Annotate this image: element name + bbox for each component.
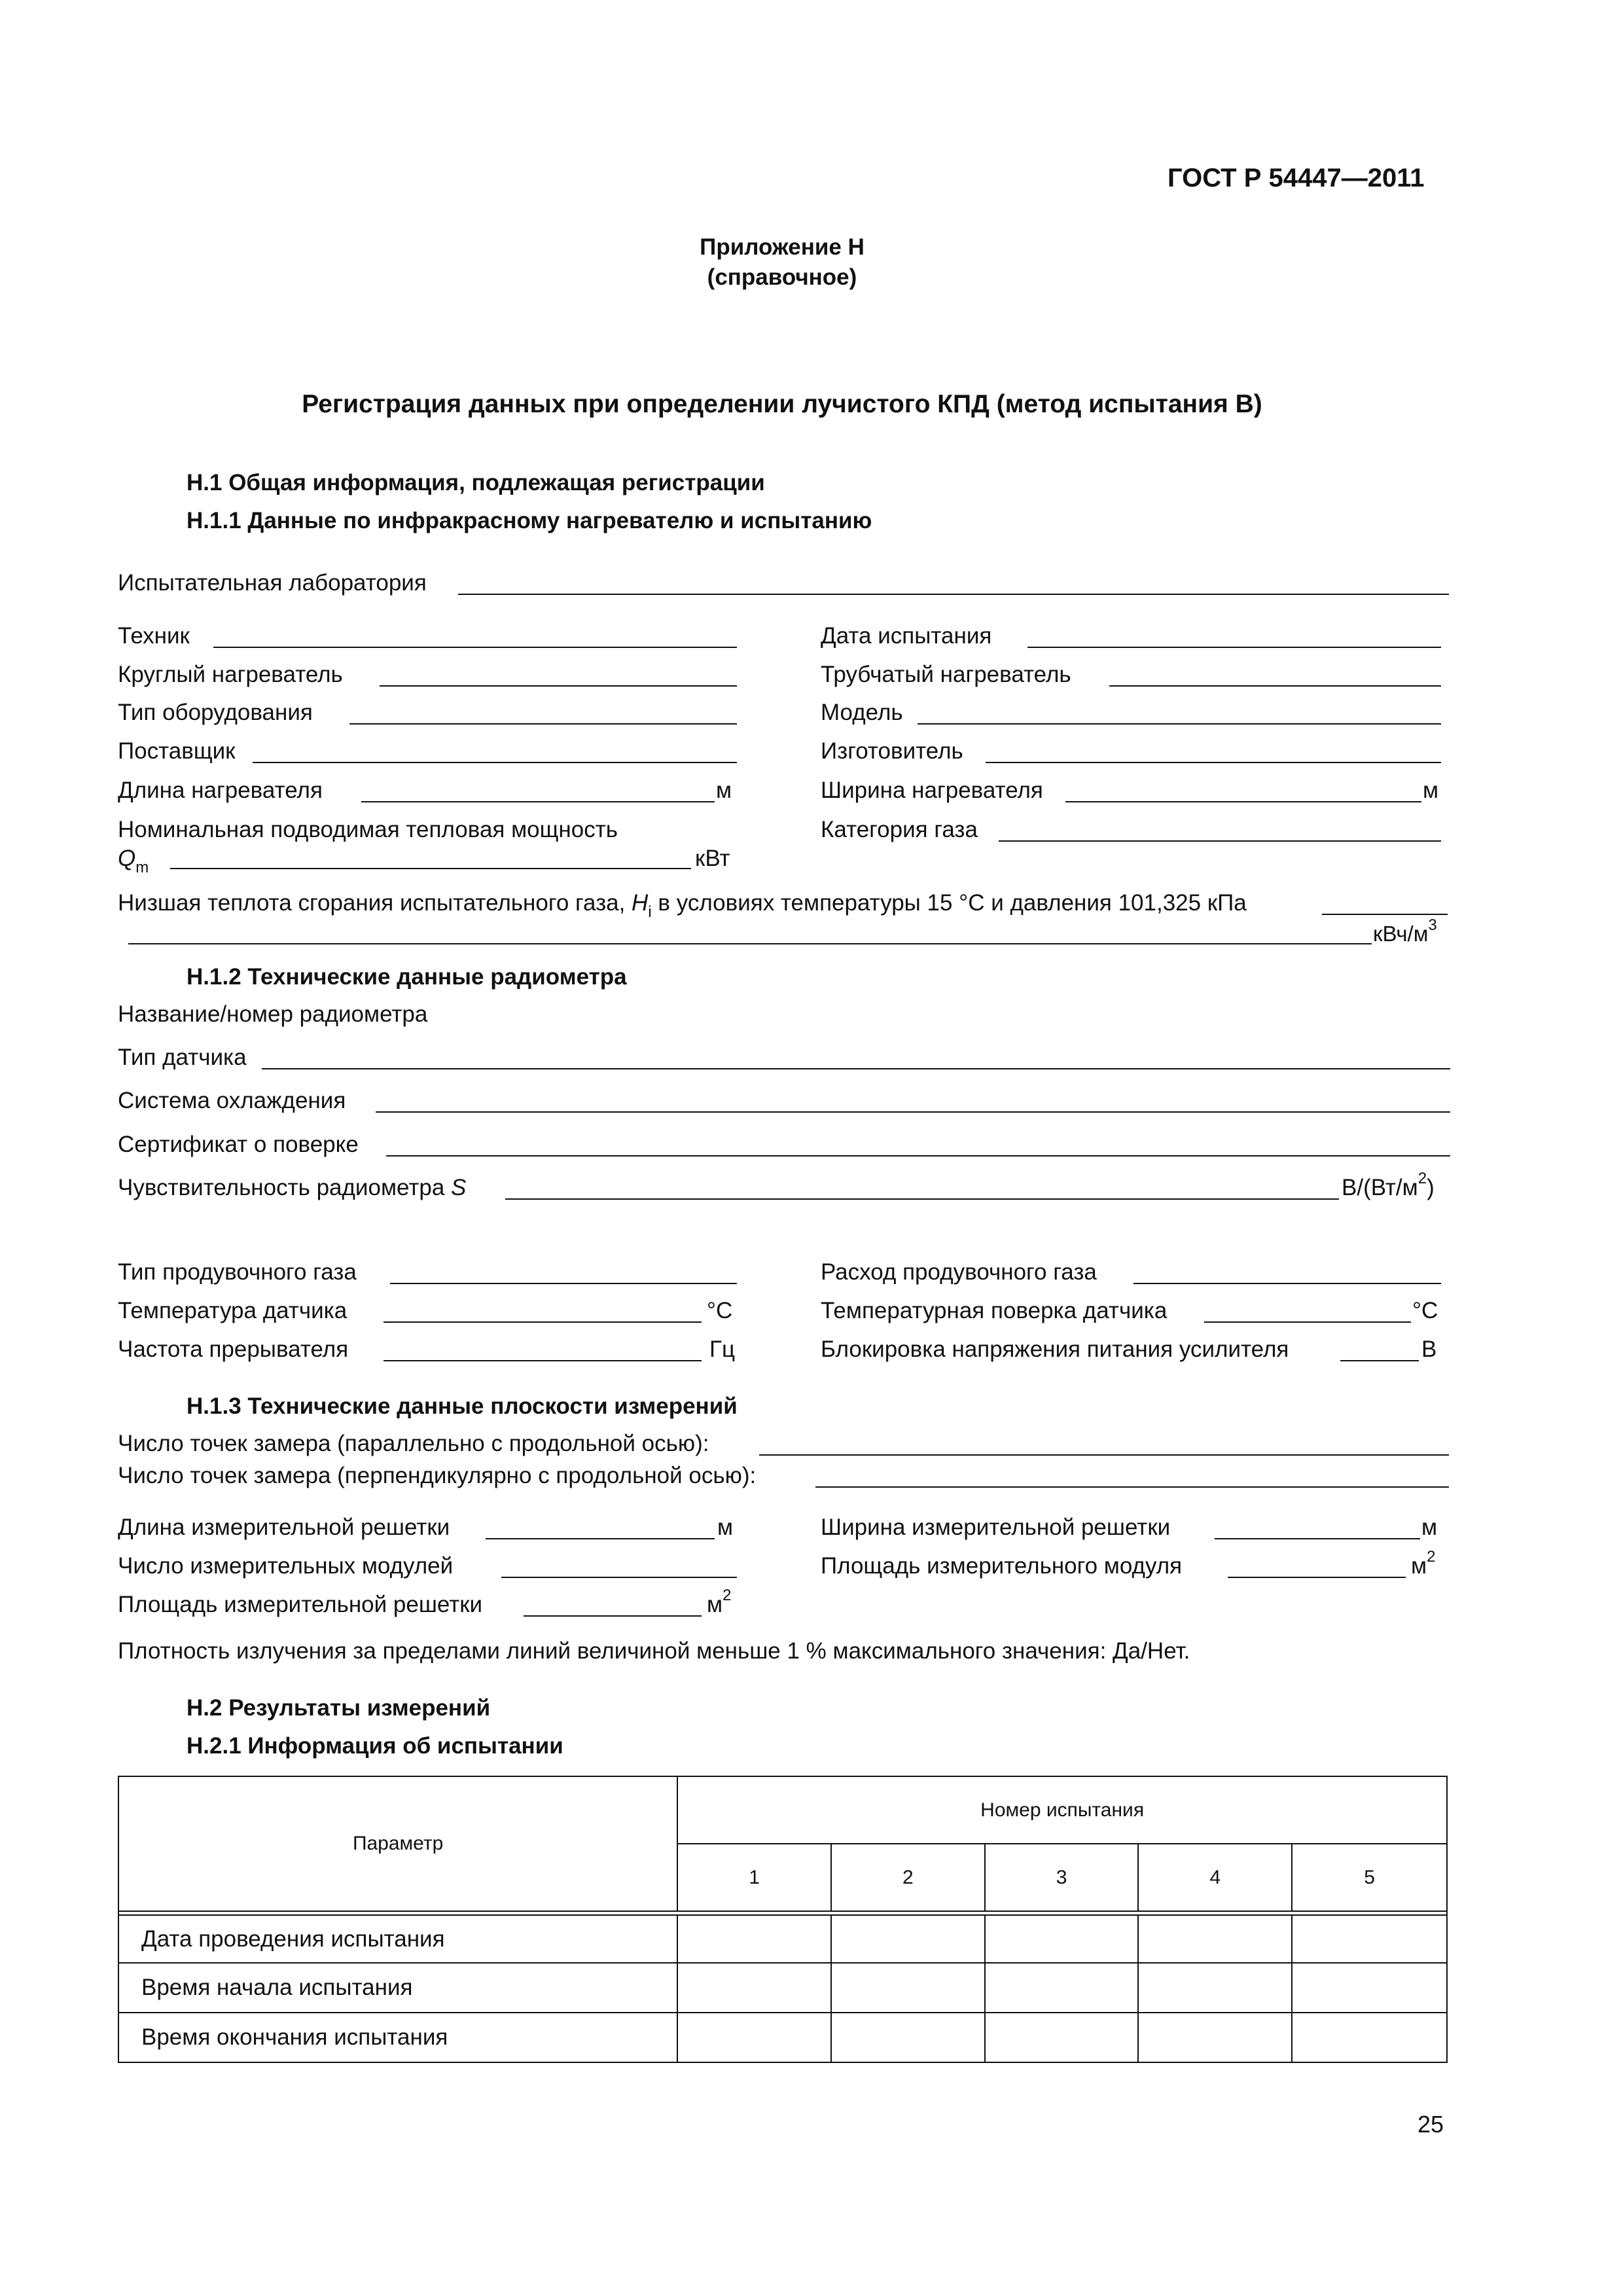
density-note: Плотность излучения за пределами линий величиной меньше 1 % максимального значения: Да/Нет. (118, 1638, 1190, 1664)
doc-code: ГОСТ Р 54447—2011 (1168, 164, 1425, 192)
header-test-2: 2 (831, 1844, 985, 1911)
field-nominal-power[interactable] (170, 868, 691, 869)
label-amp-lock: Блокировка напряжения питания усилителя (821, 1336, 1289, 1362)
field-gas-category[interactable] (999, 840, 1441, 842)
header-test-5: 5 (1292, 1844, 1447, 1911)
unit-kw: кВт (695, 846, 730, 871)
label-cooling: Система охлаждения (118, 1088, 346, 1113)
field-certificate[interactable] (386, 1155, 1450, 1157)
field-model[interactable] (918, 723, 1441, 725)
row-label: Дата проведения испытания (118, 1915, 677, 1963)
field-supplier[interactable] (253, 762, 737, 763)
annex-subtitle: (справочное) (707, 264, 857, 290)
field-module-count[interactable] (501, 1577, 737, 1578)
label-technician: Техник (118, 623, 190, 649)
field-heater-width[interactable] (1065, 801, 1421, 802)
field-sensitivity[interactable] (505, 1198, 1339, 1200)
field-grid-width[interactable] (1215, 1538, 1420, 1539)
label-round-heater: Круглый нагреватель (118, 662, 343, 687)
label-grid-width: Ширина измерительной решетки (821, 1515, 1171, 1540)
table-cell[interactable] (1292, 2013, 1447, 2062)
qm-symbol: $Q_m$ (118, 846, 149, 876)
label-sensitivity: Чувствительность радиометра S (118, 1175, 467, 1200)
unit-grid-length: м (717, 1515, 734, 1540)
field-purge-gas-type[interactable] (390, 1283, 737, 1284)
unit-grid-area: $м^2$ (707, 1587, 732, 1617)
field-test-date[interactable] (1027, 647, 1441, 648)
section-h1: Н.1 Общая информация, подлежащая регистрации (187, 470, 765, 495)
unit-heater-length: м (716, 778, 732, 803)
unit-module-area: $м^2$ (1411, 1548, 1436, 1579)
table-cell[interactable] (1292, 1915, 1447, 1963)
row-label: Время начала испытания (118, 1963, 677, 2013)
label-heater-length: Длина нагревателя (118, 778, 323, 803)
test-info-table (118, 1776, 1448, 2063)
label-module-area: Площадь измерительного модуля (821, 1553, 1183, 1579)
unit-volt: В (1421, 1336, 1437, 1362)
label-nominal-power: Номинальная подводимая тепловая мощность (118, 817, 618, 842)
field-cooling[interactable] (376, 1111, 1450, 1113)
page-number: 25 (1418, 2111, 1444, 2138)
section-h2: Н.2 Результаты измерений (187, 1695, 491, 1721)
table-cell[interactable] (677, 1915, 831, 1963)
field-purge-gas-flow[interactable] (1133, 1283, 1441, 1284)
section-h21: Н.2.1 Информация об испытании (187, 1733, 563, 1759)
field-calorific-a[interactable] (1322, 914, 1448, 915)
label-equip-type: Тип оборудования (118, 700, 313, 725)
label-purge-gas-type: Тип продувочного газа (118, 1259, 357, 1285)
section-h12: Н.1.2 Технические данные радиометра (187, 964, 627, 990)
label-purge-gas-flow: Расход продувочного газа (821, 1259, 1097, 1285)
field-points-perp[interactable] (815, 1486, 1449, 1488)
table-cell[interactable] (1292, 1963, 1447, 2013)
header-test-3: 3 (985, 1844, 1139, 1911)
unit-grid-width: м (1421, 1515, 1438, 1540)
label-gas-category: Категория газа (821, 817, 978, 842)
row-label: Время окончания испытания (118, 2013, 677, 2062)
field-points-parallel[interactable] (759, 1454, 1449, 1456)
unit-sensitivity: $В/(Вт/м^2)$ (1342, 1170, 1435, 1200)
table-row (118, 2013, 1447, 2062)
label-tube-heater: Трубчатый нагреватель (821, 662, 1071, 687)
table-row (118, 1963, 1447, 2013)
label-lab: Испытательная лаборатория (118, 570, 427, 596)
field-grid-area[interactable] (524, 1615, 702, 1617)
table-cell[interactable] (831, 1915, 985, 1963)
label-radiometer-name: Название/номер радиометра (118, 1001, 428, 1027)
field-sensor-temp-cal[interactable] (1204, 1321, 1411, 1323)
field-sensor-temp[interactable] (383, 1321, 702, 1323)
label-certificate: Сертификат о поверке (118, 1132, 359, 1157)
label-manufacturer: Изготовитель (821, 738, 963, 764)
table-cell[interactable] (831, 1963, 985, 2013)
table-cell[interactable] (677, 2013, 831, 2062)
field-lab[interactable] (458, 594, 1449, 595)
label-module-count: Число измерительных модулей (118, 1553, 454, 1579)
field-equip-type[interactable] (349, 723, 737, 725)
label-model: Модель (821, 700, 903, 725)
section-h11: Н.1.1 Данные по инфракрасному нагревателю и испытанию (187, 508, 872, 533)
table-cell[interactable] (1138, 1915, 1292, 1963)
header-test-number: Номер испытания (677, 1776, 1447, 1844)
field-calorific-b[interactable] (128, 943, 1372, 944)
field-module-area[interactable] (1228, 1577, 1406, 1578)
main-title: Регистрация данных при определении лучистого КПД (метод испытания В) (302, 390, 1262, 418)
header-parameter: Параметр (118, 1776, 677, 1911)
header-test-4: 4 (1138, 1844, 1292, 1911)
label-points-perp: Число точек замера (перпендикулярно с продольной осью): (118, 1463, 757, 1488)
table-cell[interactable] (1138, 1963, 1292, 2013)
label-sensor-temp: Температура датчика (118, 1298, 348, 1323)
section-h13: Н.1.3 Технические данные плоскости измерений (187, 1393, 738, 1419)
field-heater-length[interactable] (361, 801, 715, 802)
field-round-heater[interactable] (380, 685, 737, 687)
unit-hz: Гц (709, 1336, 735, 1362)
label-chopper-freq: Частота прерывателя (118, 1336, 349, 1362)
table-cell[interactable] (677, 1963, 831, 2013)
label-points-parallel: Число точек замера (параллельно с продольной осью): (118, 1431, 709, 1456)
label-supplier: Поставщик (118, 738, 236, 764)
label-heater-width: Ширина нагревателя (821, 778, 1043, 803)
table-row (118, 1915, 1447, 1963)
table-cell[interactable] (831, 2013, 985, 2062)
field-tube-heater[interactable] (1109, 685, 1441, 687)
field-chopper-freq[interactable] (383, 1360, 702, 1361)
label-sensor-temp-cal: Температурная поверка датчика (821, 1298, 1168, 1323)
label-calorific: Низшая теплота сгорания испытательного газа, $H_i$ в условиях температуры 15 °С и давления 101,325 кПа (118, 890, 1247, 921)
unit-degc-1: °С (707, 1298, 733, 1323)
label-sensor-type: Тип датчика (118, 1045, 247, 1070)
label-test-date: Дата испытания (821, 623, 992, 649)
field-amp-lock[interactable] (1340, 1360, 1419, 1361)
unit-kwh-m3: кВч/$м^3$ (1373, 916, 1437, 946)
label-grid-length: Длина измерительной решетки (118, 1515, 450, 1540)
field-grid-length[interactable] (486, 1538, 715, 1539)
header-test-1: 1 (677, 1844, 831, 1911)
table-cell[interactable] (985, 2013, 1139, 2062)
table-cell[interactable] (985, 1963, 1139, 2013)
annex-title: Приложение Н (700, 234, 865, 260)
table-cell[interactable] (1138, 2013, 1292, 2062)
field-technician[interactable] (213, 647, 737, 648)
table-cell[interactable] (985, 1915, 1139, 1963)
unit-heater-width: м (1423, 778, 1439, 803)
field-manufacturer[interactable] (986, 762, 1441, 763)
field-sensor-type[interactable] (262, 1068, 1450, 1069)
label-grid-area: Площадь измерительной решетки (118, 1592, 483, 1617)
unit-degc-2: °С (1412, 1298, 1438, 1323)
